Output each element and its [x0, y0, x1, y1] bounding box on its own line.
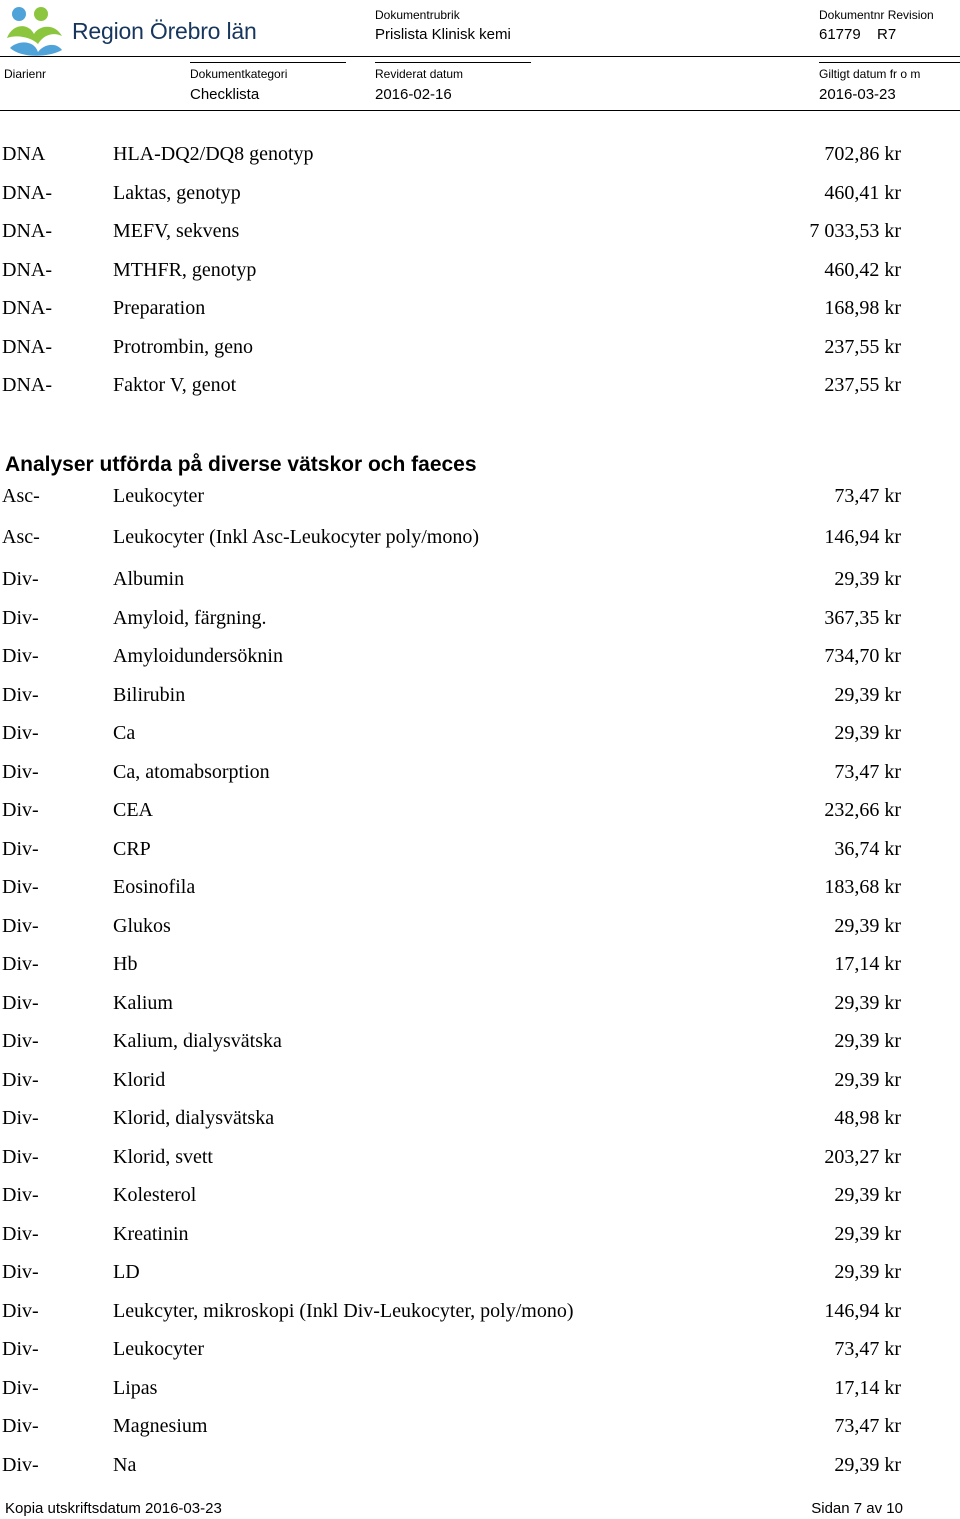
row-category: Div- — [2, 953, 39, 975]
row-price: 7 033,53 kr — [809, 220, 901, 242]
row-analysis-name: Amyloidundersöknin — [113, 645, 283, 667]
doc-rubrik-value: Prislista Klinisk kemi — [375, 26, 511, 43]
row-category: Div- — [2, 760, 39, 783]
row-price: 73,47 kr — [834, 760, 901, 783]
row-analysis-name: MTHFR, genotyp — [113, 258, 257, 281]
row-analysis-name: Ca — [113, 722, 136, 744]
row-analysis-name: Leukocyter (Inkl Asc-Leukocyter poly/mono) — [113, 526, 479, 548]
row-analysis-name: CEA — [113, 799, 153, 821]
row-category: DNA — [2, 143, 46, 165]
row-price: 183,68 kr — [824, 876, 901, 898]
table-row — [0, 607, 960, 637]
row-price: 73,47 kr — [834, 1338, 901, 1360]
table-row — [0, 1415, 960, 1445]
table-row — [0, 336, 960, 366]
table-row — [0, 722, 960, 752]
region-logo-icon — [4, 4, 66, 60]
row-category: Asc- — [2, 526, 40, 548]
row-analysis-name: Hb — [113, 953, 138, 975]
row-price: 29,39 kr — [834, 722, 901, 744]
header-underline-giltigt — [819, 62, 960, 63]
row-price: 29,39 kr — [834, 683, 901, 706]
header-bottom-line — [0, 110, 960, 111]
table-row — [0, 1069, 960, 1099]
footer-print-date: Kopia utskriftsdatum 2016-03-23 — [5, 1500, 222, 1517]
row-category: Div- — [2, 1107, 39, 1129]
giltigt-label: Giltigt datum fr o m — [819, 67, 921, 81]
row-price: 48,98 kr — [834, 1107, 901, 1129]
table-row — [0, 1107, 960, 1137]
kategori-value: Checklista — [190, 86, 260, 103]
table-row — [0, 1454, 960, 1484]
diarienr-label: Diarienr — [4, 67, 47, 81]
row-analysis-name: Glukos — [113, 914, 171, 937]
row-category: Asc- — [2, 485, 40, 507]
row-category: Div- — [2, 1453, 39, 1476]
table-row — [0, 761, 960, 791]
row-category: Div- — [2, 1415, 39, 1437]
giltigt-value: 2016-03-23 — [819, 86, 896, 103]
header-underline-kategori — [190, 62, 346, 63]
row-price: 29,39 kr — [834, 1030, 901, 1052]
row-price: 237,55 kr — [824, 335, 901, 358]
reviderat-label: Reviderat datum — [375, 67, 464, 81]
row-category: Div- — [2, 1338, 39, 1360]
row-price: 29,39 kr — [834, 1184, 901, 1206]
table-row — [0, 953, 960, 983]
row-category: DNA- — [2, 374, 52, 396]
doc-nr-value: 61779 — [819, 26, 861, 43]
section-title: Analyser utförda på diverse vätskor och faeces — [5, 453, 477, 476]
row-analysis-name: Leukcyter, mikroskopi (Inkl Div-Leukocyter, poly/mono) — [113, 1299, 574, 1322]
row-price: 73,47 kr — [834, 485, 901, 507]
region-logo — [4, 4, 274, 60]
row-category: Div- — [2, 1261, 39, 1283]
row-price: 203,27 kr — [824, 1145, 901, 1168]
row-category: Div- — [2, 1299, 39, 1322]
table-row — [0, 876, 960, 906]
header-divider — [0, 56, 960, 57]
row-price: 168,98 kr — [824, 297, 901, 319]
table-row — [0, 799, 960, 829]
row-analysis-name: Lipas — [113, 1376, 158, 1399]
row-price: 17,14 kr — [834, 953, 901, 975]
row-category: Div- — [2, 991, 39, 1014]
row-analysis-name: Leukocyter — [113, 1338, 205, 1360]
table-row — [0, 220, 960, 250]
row-category: Div- — [2, 1376, 39, 1399]
table-row — [0, 1146, 960, 1176]
row-category: DNA- — [2, 297, 52, 319]
row-analysis-name: Faktor V, genot — [113, 374, 237, 396]
table-row — [0, 143, 960, 173]
row-price: 36,74 kr — [834, 837, 901, 860]
revision-value: R7 — [877, 26, 897, 43]
doc-rubrik-label: Dokumentrubrik — [375, 8, 460, 22]
row-category: DNA- — [2, 220, 52, 242]
row-price: 702,86 kr — [824, 143, 901, 165]
row-analysis-name: LD — [113, 1261, 140, 1283]
row-price: 460,41 kr — [824, 181, 901, 204]
row-price: 29,39 kr — [834, 1453, 901, 1476]
row-analysis-name: Kreatinin — [113, 1222, 189, 1245]
row-price: 146,94 kr — [824, 1299, 901, 1322]
row-analysis-name: Kolesterol — [113, 1184, 197, 1206]
table-row — [0, 1338, 960, 1368]
row-category: DNA- — [2, 335, 52, 358]
table-row — [0, 1261, 960, 1291]
row-category: Div- — [2, 1184, 39, 1206]
row-analysis-name: Klorid, svett — [113, 1145, 213, 1168]
row-category: Div- — [2, 876, 39, 898]
table-row — [0, 1184, 960, 1214]
table-row — [0, 1030, 960, 1060]
table-row — [0, 374, 960, 404]
row-analysis-name: Bilirubin — [113, 683, 186, 706]
kategori-label: Dokumentkategori — [190, 67, 288, 81]
row-analysis-name: Eosinofila — [113, 876, 196, 898]
table-row — [0, 568, 960, 598]
row-analysis-name: Laktas, genotyp — [113, 181, 241, 204]
row-analysis-name: Klorid, dialysvätska — [113, 1107, 275, 1129]
row-price: 29,39 kr — [834, 568, 901, 590]
row-analysis-name: Protrombin, geno — [113, 335, 253, 358]
row-price: 734,70 kr — [824, 645, 901, 667]
row-analysis-name: Ca, atomabsorption — [113, 760, 270, 783]
row-analysis-name: Kalium — [113, 991, 173, 1014]
table-row — [0, 526, 960, 556]
table-row — [0, 259, 960, 289]
row-price: 29,39 kr — [834, 914, 901, 937]
row-analysis-name: Leukocyter — [113, 485, 205, 507]
row-category: Div- — [2, 683, 39, 706]
row-category: Div- — [2, 1030, 39, 1052]
row-analysis-name: Klorid — [113, 1068, 166, 1091]
table-row — [0, 182, 960, 212]
footer-page-number: Sidan 7 av 10 — [811, 1500, 903, 1517]
org-name: Region Örebro län — [72, 18, 257, 44]
row-category: Div- — [2, 1145, 39, 1168]
doc-nr-label: Dokumentnr Revision — [819, 8, 934, 22]
row-analysis-name: Albumin — [113, 568, 185, 590]
row-analysis-name: MEFV, sekvens — [113, 220, 240, 242]
table-row — [0, 485, 960, 515]
row-analysis-name: Magnesium — [113, 1415, 208, 1437]
row-category: Div- — [2, 606, 39, 629]
table-row — [0, 838, 960, 868]
row-analysis-name: Na — [113, 1453, 137, 1476]
table-row — [0, 645, 960, 675]
row-category: Div- — [2, 645, 39, 667]
table-row — [0, 992, 960, 1022]
row-price: 460,42 kr — [824, 258, 901, 281]
reviderat-value: 2016-02-16 — [375, 86, 452, 103]
table-row — [0, 1300, 960, 1330]
table-row — [0, 1377, 960, 1407]
row-category: Div- — [2, 837, 39, 860]
table-row — [0, 684, 960, 714]
row-analysis-name: Amyloid, färgning. — [113, 606, 267, 629]
header-underline-reviderat — [375, 62, 531, 63]
row-category: Div- — [2, 568, 39, 590]
row-analysis-name: CRP — [113, 837, 151, 860]
row-price: 232,66 kr — [824, 799, 901, 821]
row-price: 29,39 kr — [834, 1068, 901, 1091]
row-category: Div- — [2, 914, 39, 937]
row-price: 73,47 kr — [834, 1415, 901, 1437]
row-analysis-name: Preparation — [113, 297, 206, 319]
row-price: 17,14 kr — [834, 1376, 901, 1399]
row-price: 146,94 kr — [824, 526, 901, 548]
row-price: 29,39 kr — [834, 1261, 901, 1283]
row-category: DNA- — [2, 181, 52, 204]
row-category: Div- — [2, 1068, 39, 1091]
row-category: DNA- — [2, 258, 52, 281]
row-price: 237,55 kr — [824, 374, 901, 396]
row-price: 29,39 kr — [834, 1222, 901, 1245]
row-analysis-name: Kalium, dialysvätska — [113, 1030, 282, 1052]
row-category: Div- — [2, 799, 39, 821]
table-row — [0, 915, 960, 945]
row-category: Div- — [2, 1222, 39, 1245]
row-price: 367,35 kr — [824, 606, 901, 629]
row-price: 29,39 kr — [834, 991, 901, 1014]
table-row — [0, 297, 960, 327]
table-row — [0, 1223, 960, 1253]
row-category: Div- — [2, 722, 39, 744]
row-analysis-name: HLA-DQ2/DQ8 genotyp — [113, 143, 314, 165]
